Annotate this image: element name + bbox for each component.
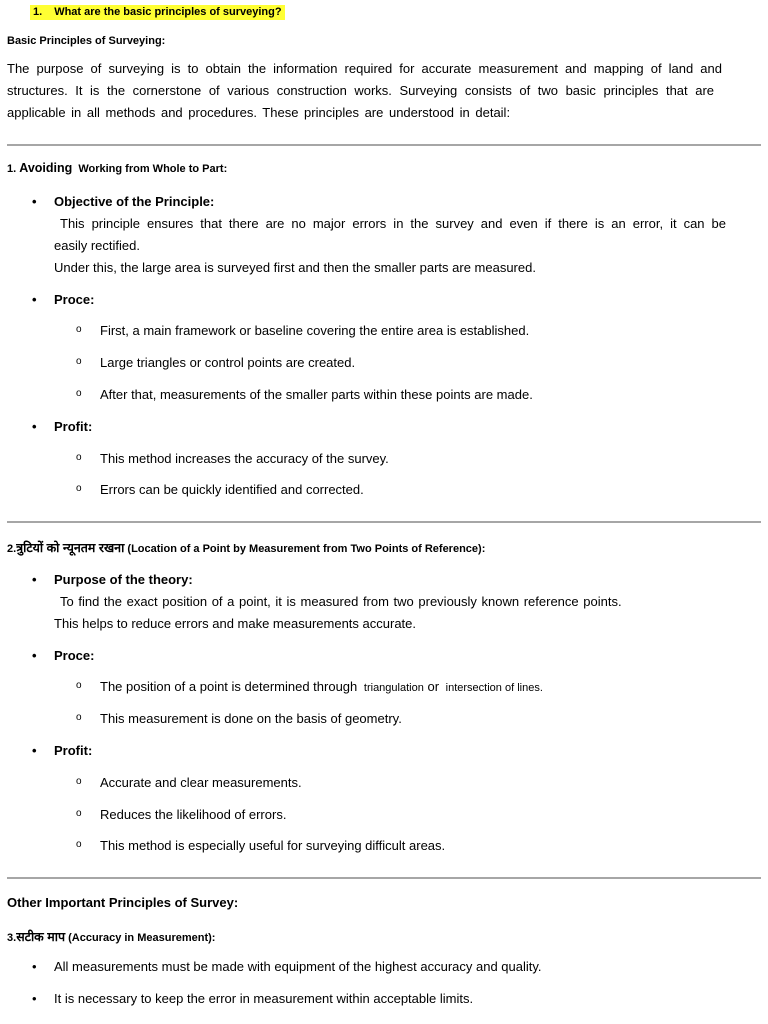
list-item bbox=[76, 323, 530, 338]
list-item-text: After that, measurements of the smaller parts within these points are made. bbox=[100, 387, 533, 402]
section-3-title-hindi: सटीक माप bbox=[16, 930, 66, 944]
circle-bullet-icon: o bbox=[76, 808, 82, 819]
proce-label: Proce: bbox=[54, 292, 95, 307]
circle-bullet-icon: o bbox=[76, 324, 82, 335]
list-item bbox=[76, 679, 543, 694]
section-3-title-rest: (Accuracy in Measurement): bbox=[68, 932, 216, 944]
proce-bullet bbox=[32, 648, 95, 663]
term-triangulation: triangulation bbox=[363, 682, 424, 694]
proce-bullet bbox=[32, 292, 95, 307]
section-1-title-rest: Working from Whole to Part: bbox=[78, 163, 228, 175]
circle-bullet-icon: o bbox=[76, 452, 82, 463]
bullet-icon: • bbox=[32, 959, 37, 974]
circle-bullet-icon: o bbox=[76, 680, 82, 691]
bullet-icon: • bbox=[32, 572, 37, 587]
purpose-line-1: To find the exact position of a point, it is measured from two previously known reference points. bbox=[60, 594, 622, 609]
list-item bbox=[76, 711, 402, 726]
list-item bbox=[76, 482, 364, 497]
divider bbox=[7, 521, 761, 523]
intro-line-1: The purpose of surveying is to obtain the information required for accurate measurement and mapping of land and bbox=[7, 61, 722, 76]
bullet-icon: • bbox=[32, 419, 37, 434]
proce-label: Proce: bbox=[54, 648, 95, 663]
purpose-label: Purpose of the theory: bbox=[54, 572, 193, 587]
bullet-icon: • bbox=[32, 991, 37, 1006]
list-item bbox=[76, 451, 389, 466]
list-item-text: All measurements must be made with equipment of the highest accuracy and quality. bbox=[54, 959, 542, 974]
bullet-icon: • bbox=[32, 194, 37, 209]
list-item-text: The position of a point is determined through bbox=[100, 679, 358, 694]
list-item-text: This method increases the accuracy of the survey. bbox=[100, 451, 389, 466]
circle-bullet-icon: o bbox=[76, 712, 82, 723]
bullet-icon: • bbox=[32, 648, 37, 663]
section-2-title bbox=[7, 539, 485, 556]
objective-label: Objective of the Principle: bbox=[54, 194, 215, 209]
objective-bullet bbox=[32, 194, 215, 209]
list-item bbox=[76, 838, 446, 853]
divider bbox=[7, 877, 761, 879]
section-2-title-hindi: त्रुटियों को न्यूनतम रखना bbox=[16, 541, 125, 555]
list-item-text: This measurement is done on the basis of geometry. bbox=[100, 711, 402, 726]
list-item bbox=[76, 355, 356, 370]
section-2-title-rest: (Location of a Point by Measurement from Two Points of Reference): bbox=[127, 543, 486, 555]
profit-label: Profit: bbox=[54, 743, 93, 758]
objective-line-2: easily rectified. bbox=[54, 238, 140, 253]
question-text: What are the basic principles of surveying? bbox=[54, 6, 282, 18]
list-item bbox=[76, 775, 302, 790]
list-item bbox=[76, 807, 287, 822]
bullet-icon: • bbox=[32, 743, 37, 758]
purpose-line-2: This helps to reduce errors and make measurements accurate. bbox=[54, 616, 417, 631]
objective-line-3: Under this, the large area is surveyed first and then the smaller parts are measured. bbox=[54, 260, 536, 275]
profit-label: Profit: bbox=[54, 419, 93, 434]
profit-bullet bbox=[32, 419, 93, 434]
section-3-number: 3. bbox=[7, 932, 17, 944]
other-principles-heading: Other Important Principles of Survey: bbox=[7, 895, 239, 910]
circle-bullet-icon: o bbox=[76, 483, 82, 494]
intro-line-2: structures. It is the cornerstone of various construction works. Surveying consists of two basic principles that are bbox=[7, 83, 714, 98]
list-item bbox=[76, 387, 533, 402]
list-item-text: Accurate and clear measurements. bbox=[100, 775, 302, 790]
section-2-number: 2. bbox=[7, 543, 17, 555]
section-1-title bbox=[7, 161, 227, 175]
divider bbox=[7, 144, 761, 146]
section-1-number: 1. bbox=[7, 163, 17, 175]
bullet-icon: • bbox=[32, 292, 37, 307]
list-item-text: Errors can be quickly identified and corrected. bbox=[100, 482, 364, 497]
conjunction: or bbox=[427, 679, 440, 694]
list-item-text: Reduces the likelihood of errors. bbox=[100, 807, 287, 822]
circle-bullet-icon: o bbox=[76, 839, 82, 850]
term-intersection: intersection of lines. bbox=[445, 682, 543, 694]
objective-line-1: This principle ensures that there are no major errors in the survey and even if there is an error, it can be bbox=[60, 216, 726, 231]
intro-line-3: applicable in all methods and procedures. These principles are understood in detail: bbox=[7, 105, 511, 120]
list-item bbox=[32, 959, 542, 974]
list-item-text: First, a main framework or baseline covering the entire area is established. bbox=[100, 323, 530, 338]
question-number: 1. bbox=[33, 6, 43, 18]
circle-bullet-icon: o bbox=[76, 388, 82, 399]
list-item-text: Large triangles or control points are created. bbox=[100, 355, 356, 370]
list-item-text: This method is especially useful for surveying difficult areas. bbox=[100, 838, 446, 853]
question-banner bbox=[30, 5, 285, 20]
list-item-text: It is necessary to keep the error in measurement within acceptable limits. bbox=[54, 991, 474, 1006]
profit-bullet bbox=[32, 743, 93, 758]
section-1-title-main: Avoiding bbox=[19, 161, 73, 175]
circle-bullet-icon: o bbox=[76, 776, 82, 787]
circle-bullet-icon: o bbox=[76, 356, 82, 367]
purpose-bullet bbox=[32, 572, 193, 587]
section-heading: Basic Principles of Surveying: bbox=[7, 35, 166, 47]
section-3-title bbox=[7, 928, 215, 945]
list-item bbox=[32, 991, 474, 1006]
